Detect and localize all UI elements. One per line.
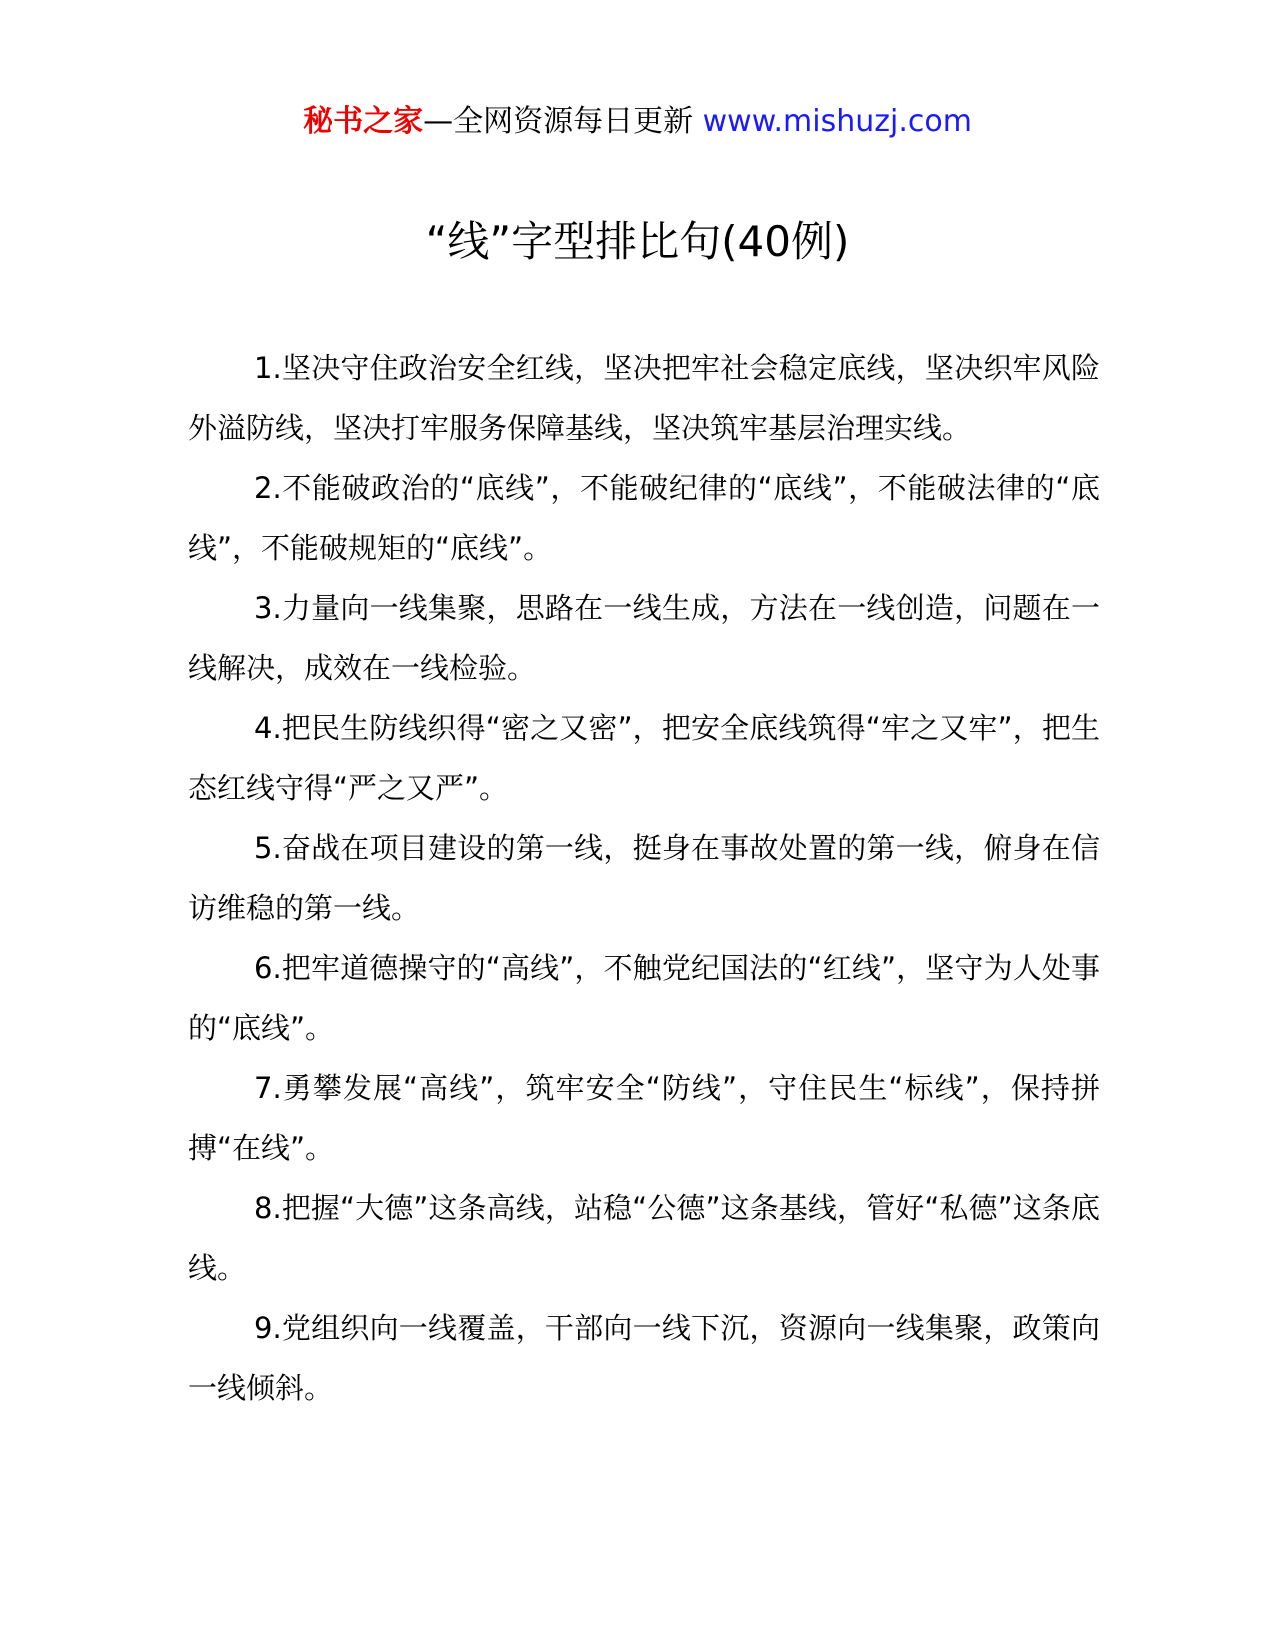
paragraph: 8.把握“大德”这条高线，站稳“公德”这条基线，管好“私德”这条底线。: [188, 1191, 1100, 1285]
header-tagline: —全网资源每日更新: [423, 104, 703, 139]
site-url: www.mishuzj.com: [702, 104, 972, 139]
paragraph: 2.不能破政治的“底线”，不能破纪律的“底线”，不能破法律的“底线”，不能破规矩的“底线”。: [188, 471, 1100, 565]
document-body: [188, 338, 1100, 1418]
paragraph: 3.力量向一线集聚，思路在一线生成，方法在一线创造，问题在一线解决，成效在一线检验。: [188, 591, 1100, 685]
paragraph: 1.坚决守住政治安全红线，坚决把牢社会稳定底线，坚决织牢风险外溢防线，坚决打牢服务保障基线，坚决筑牢基层治理实线。: [188, 351, 1100, 445]
site-header: [0, 100, 1275, 144]
paragraph: 5.奋战在项目建设的第一线，挺身在事故处置的第一线，俯身在信访维稳的第一线。: [188, 831, 1100, 925]
brand-name: 秘书之家: [303, 104, 424, 139]
paragraph: 7.勇攀发展“高线”，筑牢安全“防线”，守住民生“标线”，保持拼搏“在线”。: [188, 1071, 1100, 1165]
paragraph: 4.把民生防线织得“密之又密”，把安全底线筑得“牢之又牢”，把生态红线守得“严之又严”。: [188, 711, 1100, 805]
document-title: “线”字型排比句(40例): [425, 217, 850, 266]
paragraph: 6.把牢道德操守的“高线”，不触党纪国法的“红线”，坚守为人处事的“底线”。: [188, 951, 1100, 1045]
paragraph: 9.党组织向一线覆盖，干部向一线下沉，资源向一线集聚，政策向一线倾斜。: [188, 1311, 1100, 1405]
